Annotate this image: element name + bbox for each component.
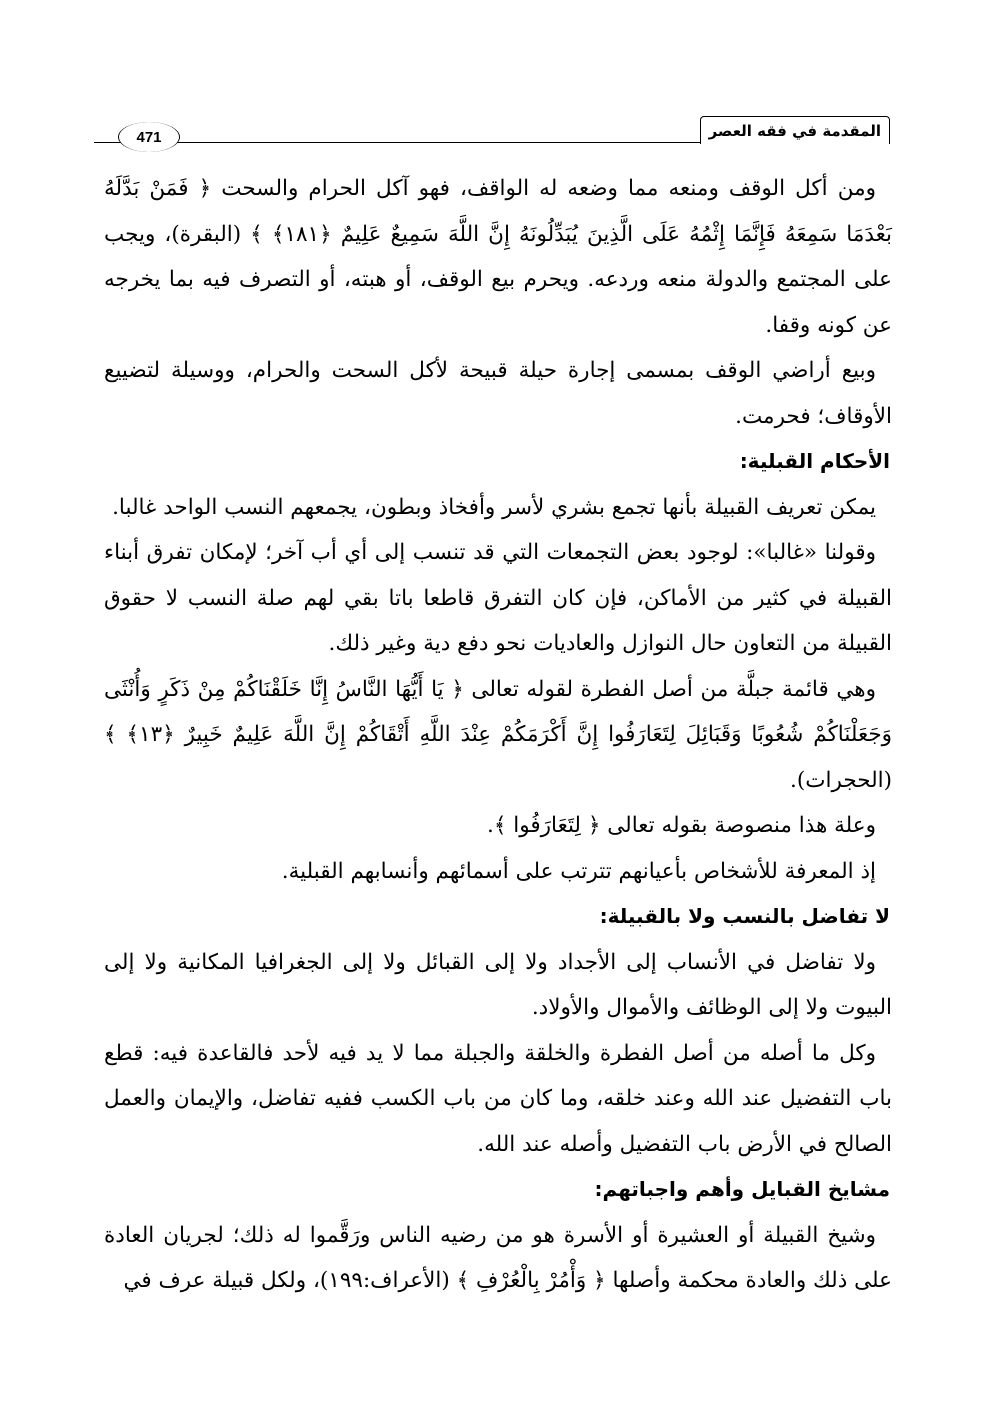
paragraph-tribe-definition: يمكن تعريف القبيلة بأنها تجمع بشري لأسر وأفخاذ وبطون، يجمعهم النسب الواحد غالبا. <box>112 494 876 520</box>
paragraph-tribe-nature: وهي قائمة جبلَّة من أصل الفطرة لقوله تعالى ﴿ يَا أَيُّهَا النَّاسُ إِنَّا خَلَقْنَاكُمْ مِنْ ذَكَرٍ وَأُنْثَى وَجَعَلْنَاكُمْ شُعُوبًا وَقَبَائِلَ لِتَعَارَفُوا إِنَّ أَكْرَمَكُمْ عِنْدَ اللَّهِ أَتْقَاكُمْ إِنَّ اللَّهَ عَلِيمٌ خَبِيرٌ ﴿١٣﴾ ﴾ (الحجرات). <box>104 676 893 793</box>
page-number-badge <box>118 122 180 152</box>
running-header-title <box>700 116 890 144</box>
paragraph-tribe-reason: وعلة هذا منصوصة بقوله تعالى ﴿ لِتَعَارَفُوا ﴾. <box>487 813 876 838</box>
paragraph-no-superiority-lineage: ولا تفاضل في الأنساب إلى الأجداد ولا إلى القبائل ولا إلى الجغرافيا المكانية ولا إلى البيوت ولا إلى الوظائف والأموال والأولاد. <box>104 949 892 1020</box>
paragraph-knowing-people: إذ المعرفة للأشخاص بأعيانهم تترتب على أسمائهم وأنسابهم القبلية. <box>281 858 876 884</box>
heading-tribal-sheikhs: مشايخ القبايل وأهم واجباتهم: <box>594 1177 890 1201</box>
paragraph-superiority-rule: وكل ما أصله من أصل الفطرة والخلقة والجبلة مما لا يد فيه لأحد فالقاعدة فيه: قطع باب التفضيل عند الله وعند خلقه، وما كان من باب الكسب ففيه تفاضل، والإيمان والعمل الصالح في الأرض باب التفضيل وأصله عند الله. <box>104 1040 892 1157</box>
paragraph-waqf-misuse: ومن أكل الوقف ومنعه مما وضعه له الواقف، فهو آكل الحرام والسحت ﴿ فَمَنْ بَدَّلَهُ بَعْدَمَا سَمِعَهُ فَإِنَّمَا إِثْمُهُ عَلَى الَّذِينَ يُبَدِّلُونَهُ إِنَّ اللَّهَ سَمِيعٌ عَلِيمٌ ﴿١٨١﴾ ﴾ (البقرة)، ويجب على المجتمع والدولة منعه وردعه. ويحرم بيع الوقف، أو هبته، أو التصرف فيه بما يخرجه عن كونه وقفا. <box>104 176 892 338</box>
page-content <box>104 166 892 1304</box>
page-number: 471 <box>136 128 162 146</box>
heading-tribal-rulings: الأحكام القبلية: <box>739 449 890 473</box>
paragraph-waqf-sale: وبيع أراضي الوقف بمسمى إجارة حيلة قبيحة لأكل السحت والحرام، ووسيلة لتضييع الأوقاف؛ فحرمت. <box>104 358 892 429</box>
paragraph-sheikh-definition: وشيخ القبيلة أو العشيرة أو الأسرة هو من رضيه الناس ورَقَّموا له ذلك؛ لجريان العادة على ذلك والعادة محكمة وأصلها ﴿ وَأْمُرْ بِالْعُرْفِ ﴾ (الأعراف:١٩٩)، ولكل قبيلة عرف في <box>104 1222 892 1293</box>
paragraph-mostly-clarification: وقولنا «غالبا»: لوجود بعض التجمعات التي قد تنسب إلى أي أب آخر؛ لإمكان تفرق أبناء القبيلة في كثير من الأماكن، فإن كان التفرق قاطعا باتا بقي لهم صلة النسب لا حقوق القبيلة من التعاون حال النوازل والعاديات نحو دفع دية وغير ذلك. <box>104 540 892 656</box>
book-title: المقدمة في فقه العصر <box>708 121 881 140</box>
heading-no-superiority: لا تفاضل بالنسب ولا بالقبيلة: <box>599 904 890 928</box>
